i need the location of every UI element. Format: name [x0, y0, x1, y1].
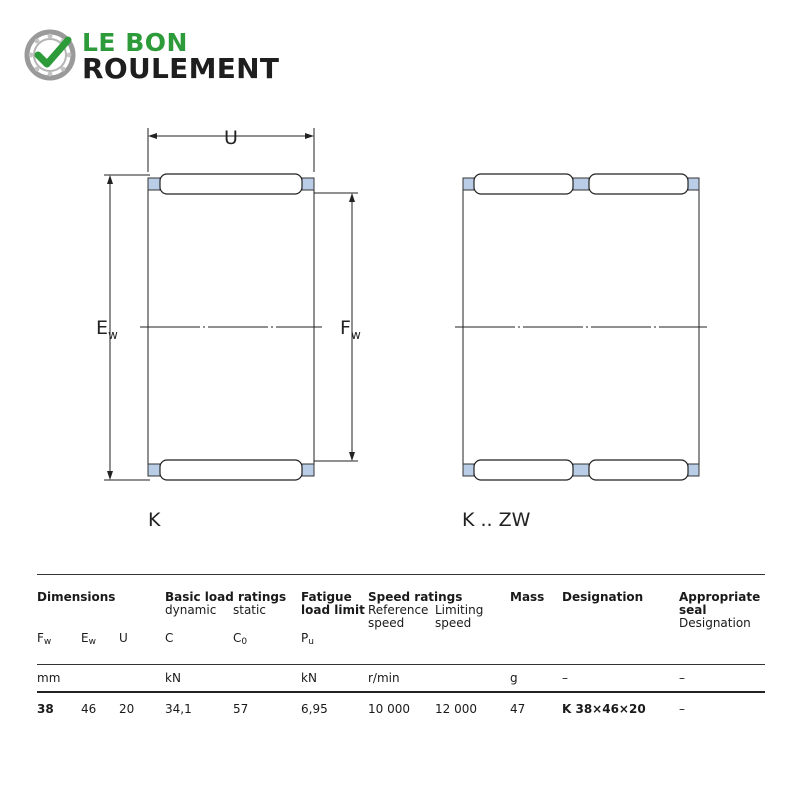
value-c0: 57 — [233, 702, 249, 716]
needle-roller — [589, 460, 688, 480]
unit-kn-fatigue: kN — [301, 671, 317, 685]
k-bottom-roller-row — [148, 460, 314, 480]
label-fw: $F_w$ — [340, 317, 361, 342]
header-speed: Speed ratings — [368, 590, 463, 604]
kzw-top-roller-row — [463, 174, 699, 194]
kzw-bottom-roller-row — [463, 460, 699, 480]
symbol-u: U — [119, 631, 128, 645]
logo-line1: LE BON — [82, 28, 188, 57]
value-reference-speed: 10 000 — [368, 702, 410, 716]
symbol-pu: Pu — [301, 631, 314, 647]
value-designation: K 38×46×20 — [562, 702, 646, 716]
caption-kzw: K .. ZW — [462, 509, 531, 531]
header-basic-load: Basic load ratings — [165, 590, 287, 604]
table-top-rule — [37, 574, 765, 575]
symbol-ew: Ew — [81, 631, 96, 647]
unit-kn-load: kN — [165, 671, 181, 685]
value-c: 34,1 — [165, 702, 192, 716]
header-dynamic: dynamic — [165, 603, 217, 617]
value-ew: 46 — [81, 702, 97, 716]
value-mass: 47 — [510, 702, 526, 716]
unit-g: g — [510, 671, 518, 685]
needle-roller — [160, 460, 302, 480]
table-bottom-rule — [37, 691, 765, 693]
table-mid-rule — [37, 664, 765, 665]
value-fw: 38 — [37, 702, 54, 716]
header-reference-speed: Reference speed — [368, 603, 429, 630]
header-designation: Designation — [562, 590, 644, 604]
unit-rmin: r/min — [368, 671, 400, 685]
needle-roller — [160, 174, 302, 194]
needle-roller — [589, 174, 688, 194]
value-seal: – — [679, 702, 685, 716]
value-u: 20 — [119, 702, 135, 716]
value-pu: 6,95 — [301, 702, 328, 716]
unit-mm: mm — [37, 671, 61, 685]
caption-k: K — [148, 509, 161, 531]
unit-seal-dash: – — [679, 671, 685, 685]
header-limiting-speed: Limiting speed — [435, 603, 484, 630]
k-top-roller-row — [148, 174, 314, 194]
header-dimensions: Dimensions — [37, 590, 116, 604]
label-ew: $E_w$ — [96, 317, 118, 342]
needle-roller — [474, 460, 573, 480]
needle-roller — [474, 174, 573, 194]
symbol-c: C — [165, 631, 174, 645]
value-limiting-speed: 12 000 — [435, 702, 477, 716]
header-static: static — [233, 603, 266, 617]
header-seal: Appropriate seal Designation — [679, 590, 761, 630]
header-mass: Mass — [510, 590, 545, 604]
logo-line2: ROULEMENT — [82, 52, 280, 85]
symbol-c0: C0 — [233, 631, 248, 647]
header-fatigue: Fatigue load limit — [301, 590, 365, 617]
unit-designation-dash: – — [562, 671, 568, 685]
symbol-fw: Fw — [37, 631, 52, 647]
label-u: U — [224, 127, 238, 149]
